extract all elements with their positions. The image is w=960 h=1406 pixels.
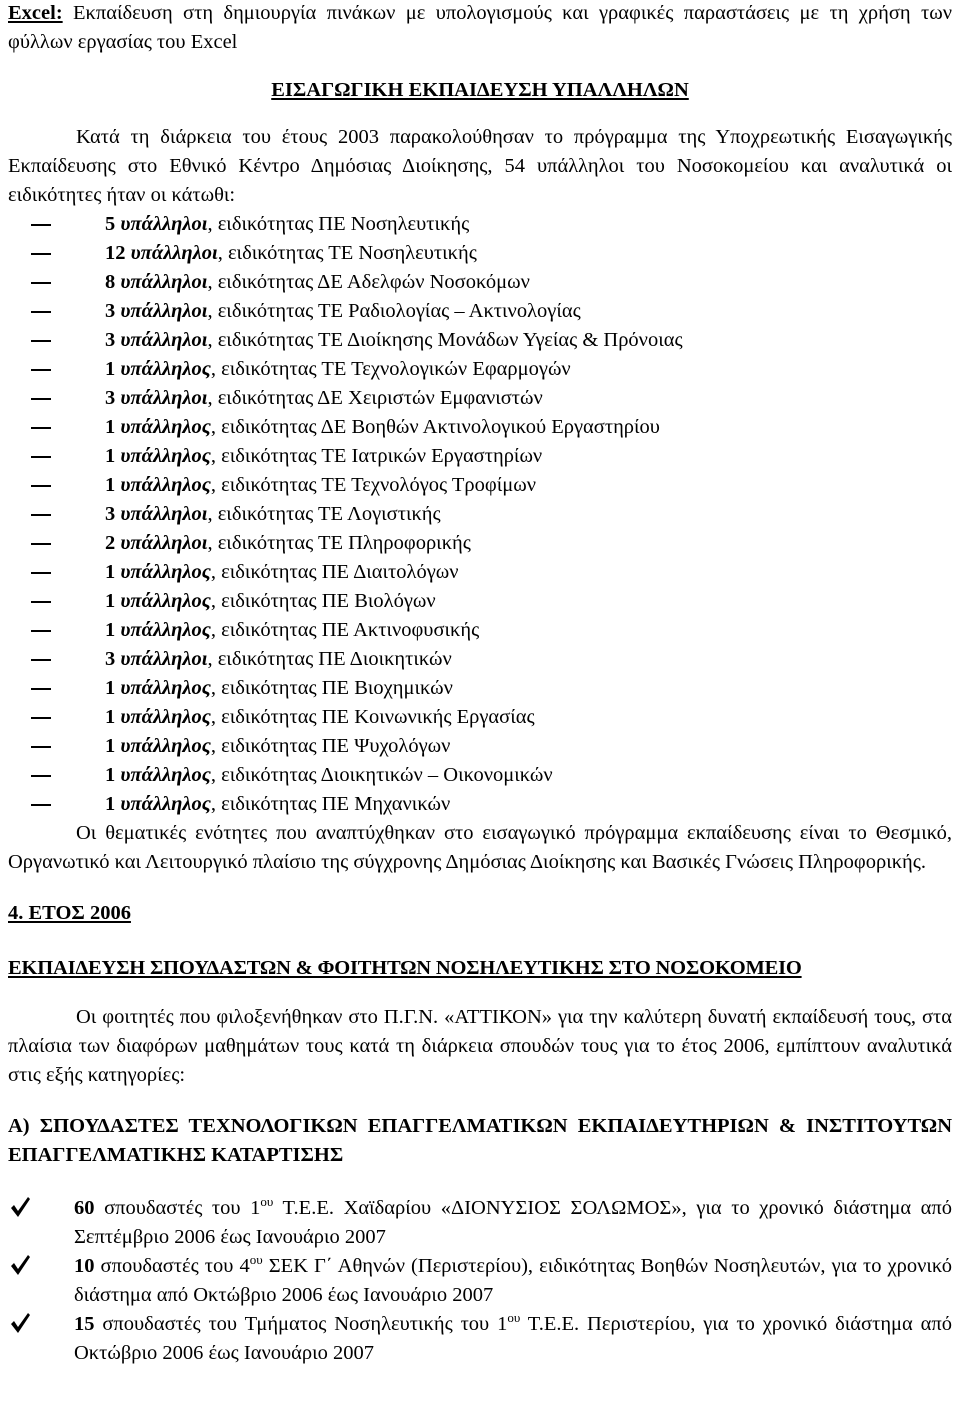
item-role: υπάλληλοι xyxy=(130,242,218,264)
list-item xyxy=(105,500,952,529)
list-item xyxy=(105,703,952,732)
list-item xyxy=(105,413,952,442)
item-count: 1 xyxy=(105,590,116,612)
item-role: υπάλληλοι xyxy=(120,213,208,235)
item-specialty: , ειδικότητας ΤΕ Διοίκησης Μονάδων Υγείας & Πρόνοιας xyxy=(207,329,683,351)
checkmark-icon xyxy=(10,1196,30,1218)
item-role: υπάλληλοι xyxy=(120,532,208,554)
entry-text-start: σπουδαστές του Τμήματος Νοσηλευτικής του 1 xyxy=(94,1313,508,1335)
item-specialty: , ειδικότητας ΤΕ Ιατρικών Εργαστηρίων xyxy=(210,445,543,467)
entry-count: 15 xyxy=(74,1313,95,1335)
item-role: υπάλληλοι xyxy=(120,300,208,322)
category-heading: Α) ΣΠΟΥΔΑΣΤΕΣ ΤΕΧΝΟΛΟΓΙΚΩΝ ΕΠΑΓΓΕΛΜΑΤΙΚΩΝ ΕΚΠΑΙΔΕΥΤΗΡΙΩΝ & ΙΝΣΤΙΤΟΥΤΩΝ ΕΠΑΓΓΕΛΜΑΤΙΚΗΣ ΚΑΤΑΡΤΙΣΗΣ xyxy=(8,1115,952,1166)
item-count: 1 xyxy=(105,358,116,380)
item-count: 3 xyxy=(105,648,116,670)
students-paragraph: Οι φοιτητές που φιλοξενήθηκαν στο Π.Γ.Ν. «ΑΤΤΙΚΟΝ» για την καλύτερη δυνατή εκπαίδευσή τους, στα πλαίσια των διαφόρων μαθημάτων τους κατά τη διάρκεια σπουδών τους για το έτος 2006, εμπίπτουν αναλυτικά στις εξής κατηγορίες: xyxy=(8,1006,952,1086)
entry-count: 60 xyxy=(74,1197,95,1219)
item-count: 1 xyxy=(105,474,116,496)
item-count: 1 xyxy=(105,764,116,786)
header-label: Excel: xyxy=(8,2,63,24)
list-item xyxy=(105,384,952,413)
item-specialty: , ειδικότητας ΠΕ Ψυχολόγων xyxy=(210,735,451,757)
item-specialty: , ειδικότητας ΤΕ Τεχνολογικών Εφαρμογών xyxy=(210,358,571,380)
ordinal-suffix: ου xyxy=(249,1252,263,1267)
entry-text-end: ΣΕΚ Γ΄ Αθηνών (Περιστερίου), ειδικότητας Βοηθών Νοσηλευτών, για το χρονικό διάστημα από Οκτώβριο 2006 έως Ιανουάριο 2007 xyxy=(74,1255,952,1306)
list-item xyxy=(105,355,952,384)
item-count: 5 xyxy=(105,213,116,235)
entry-text-end: Τ.Ε.Ε. Περιστερίου, για το χρονικό διάστημα από Οκτώβριο 2006 έως Ιανουάριο 2007 xyxy=(74,1313,952,1364)
item-specialty: , ειδικότητας ΠΕ Διαιτολόγων xyxy=(210,561,459,583)
list-item xyxy=(105,587,952,616)
item-role: υπάλληλος xyxy=(120,561,211,583)
item-role: υπάλληλοι xyxy=(120,329,208,351)
item-count: 3 xyxy=(105,300,116,322)
list-item xyxy=(105,442,952,471)
item-role: υπάλληλος xyxy=(120,445,211,467)
document-header xyxy=(8,0,952,57)
intro-section-title: ΕΙΣΑΓΩΓΙΚΗ ΕΚΠΑΙΔΕΥΣΗ ΥΠΑΛΛΗΛΩΝ xyxy=(271,79,689,101)
list-item xyxy=(105,674,952,703)
entry-text-start: σπουδαστές του 4 xyxy=(94,1255,250,1277)
item-role: υπάλληλοι xyxy=(120,648,208,670)
list-item xyxy=(105,558,952,587)
list-item xyxy=(105,732,952,761)
item-specialty: , ειδικότητας ΔΕ Αδελφών Νοσοκόμων xyxy=(207,271,530,293)
item-count: 3 xyxy=(105,329,116,351)
item-count: 1 xyxy=(105,735,116,757)
list-item xyxy=(105,790,952,819)
item-role: υπάλληλος xyxy=(120,416,211,438)
intro-paragraph: Κατά τη διάρκεια του έτους 2003 παρακολούθησαν το πρόγραμμα της Υποχρεωτικής Εισαγωγικής Εκπαίδευσης στο Εθνικό Κέντρο Δημόσιας Διοίκησης, 54 υπάλληλοι του Νοσοκομείου και αναλυτικά οι ειδικότητες ήταν οι κάτωθι: xyxy=(8,126,952,206)
item-specialty: , ειδικότητας ΠΕ Βιολόγων xyxy=(210,590,436,612)
checkmark-icon xyxy=(10,1312,30,1334)
item-count: 1 xyxy=(105,706,116,728)
item-role: υπάλληλοι xyxy=(120,503,208,525)
student-entry xyxy=(74,1194,952,1252)
item-count: 1 xyxy=(105,561,116,583)
item-role: υπάλληλος xyxy=(120,474,211,496)
item-role: υπάλληλος xyxy=(120,735,211,757)
item-specialty: , ειδικότητας ΤΕ Ραδιολογίας – Ακτινολογίας xyxy=(207,300,581,322)
student-entry xyxy=(74,1310,952,1368)
ordinal-suffix: ου xyxy=(260,1194,274,1209)
item-specialty: , ειδικότητας ΠΕ Ακτινοφυσικής xyxy=(210,619,480,641)
header-text: Εκπαίδευση στη δημιουργία πινάκων με υπολογισμούς και γραφικές παραστάσεις με τη χρήση των φύλλων εργασίας του Excel xyxy=(8,2,952,53)
entry-text-start: σπουδαστές του 1 xyxy=(94,1197,261,1219)
list-item xyxy=(105,616,952,645)
item-role: υπάλληλος xyxy=(120,619,211,641)
specialty-list xyxy=(8,210,952,819)
item-specialty: , ειδικότητας ΠΕ Κοινωνικής Εργασίας xyxy=(210,706,535,728)
item-role: υπάλληλος xyxy=(120,677,211,699)
list-item xyxy=(105,297,952,326)
item-specialty: , ειδικότητας ΠΕ Νοσηλευτικής xyxy=(207,213,470,235)
ordinal-suffix: ου xyxy=(507,1310,521,1325)
item-count: 3 xyxy=(105,503,116,525)
student-entries-list xyxy=(8,1194,952,1368)
item-role: υπάλληλος xyxy=(120,764,211,786)
item-count: 2 xyxy=(105,532,116,554)
item-count: 1 xyxy=(105,619,116,641)
item-specialty: , ειδικότητας ΤΕ Τεχνολόγος Τροφίμων xyxy=(210,474,536,496)
item-specialty: , ειδικότητας ΔΕ Χειριστών Εμφανιστών xyxy=(207,387,543,409)
item-count: 1 xyxy=(105,677,116,699)
item-count: 12 xyxy=(105,242,126,264)
checkmark-icon xyxy=(10,1254,30,1276)
item-role: υπάλληλος xyxy=(120,358,211,380)
list-item xyxy=(105,471,952,500)
list-item xyxy=(105,268,952,297)
item-specialty: , ειδικότητας ΤΕ Λογιστικής xyxy=(207,503,441,525)
item-specialty: , ειδικότητας ΔΕ Βοηθών Ακτινολογικού Εργαστηρίου xyxy=(210,416,660,438)
list-item xyxy=(105,645,952,674)
item-specialty: , ειδικότητας ΠΕ Μηχανικών xyxy=(210,793,451,815)
list-item xyxy=(105,210,952,239)
closing-paragraph: Οι θεματικές ενότητες που αναπτύχθηκαν στο εισαγωγικό πρόγραμμα εκπαίδευσης είναι το Θεσμικό, Οργανωτικό και Λειτουργικό πλαίσιο της σύγχρονης Δημόσιας Διοίκησης και Βασικές Γνώσεις Πληροφορικής. xyxy=(8,822,952,873)
item-specialty: , ειδικότητας ΤΕ Νοσηλευτικής xyxy=(217,242,477,264)
entry-count: 10 xyxy=(74,1255,95,1277)
list-item xyxy=(105,239,952,268)
item-specialty: , ειδικότητας ΤΕ Πληροφορικής xyxy=(207,532,471,554)
item-count: 1 xyxy=(105,793,116,815)
item-specialty: , ειδικότητας ΠΕ Βιοχημικών xyxy=(210,677,453,699)
year-section-title: ΕΚΠΑΙΔΕΥΣΗ ΣΠΟΥΔΑΣΤΩΝ & ΦΟΙΤΗΤΩΝ ΝΟΣΗΛΕΥΤΙΚΗΣ ΣΤΟ ΝΟΣΟΚΟΜΕΙΟ xyxy=(8,957,802,979)
student-entry xyxy=(74,1252,952,1310)
item-count: 1 xyxy=(105,416,116,438)
item-count: 8 xyxy=(105,271,116,293)
list-item xyxy=(105,529,952,558)
list-item xyxy=(105,326,952,355)
item-specialty: , ειδικότητας ΠΕ Διοικητικών xyxy=(207,648,452,670)
item-role: υπάλληλοι xyxy=(120,387,208,409)
list-item xyxy=(105,761,952,790)
item-role: υπάλληλος xyxy=(120,706,211,728)
year-heading: 4. ΕΤΟΣ 2006 xyxy=(8,902,131,924)
item-count: 1 xyxy=(105,445,116,467)
item-count: 3 xyxy=(105,387,116,409)
item-role: υπάλληλοι xyxy=(120,271,208,293)
item-specialty: , ειδικότητας Διοικητικών – Οικονομικών xyxy=(210,764,553,786)
item-role: υπάλληλος xyxy=(120,793,211,815)
item-role: υπάλληλος xyxy=(120,590,211,612)
entry-text-end: Τ.Ε.Ε. Χαϊδαρίου «ΔΙΟΝΥΣΙΟΣ ΣΟΛΩΜΟΣ», για το χρονικό διάστημα από Σεπτέμβριο 2006 έως Ιανουάριο 2007 xyxy=(74,1197,952,1248)
